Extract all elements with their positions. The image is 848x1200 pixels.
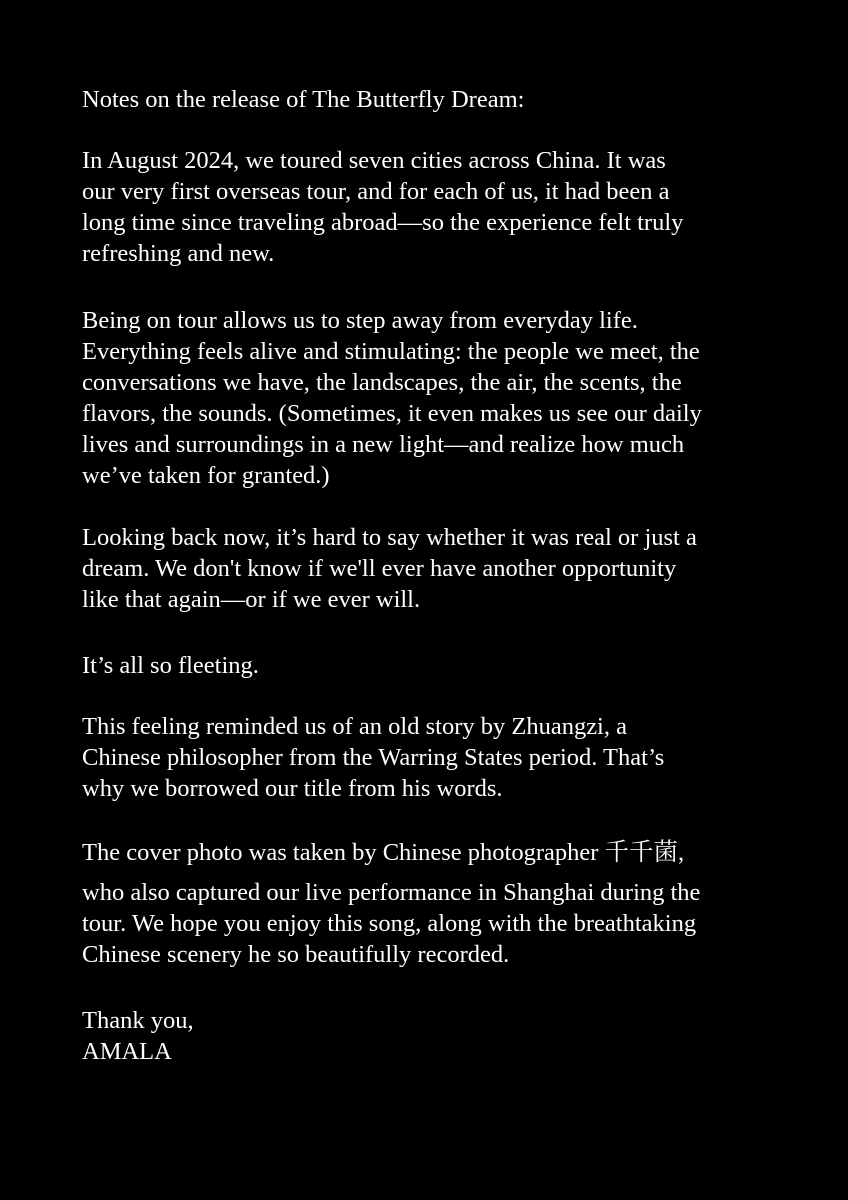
paragraph-3-line-1: Looking back now, it’s hard to say whether it was real or just a [82,524,697,551]
paragraph-2-line-4: flavors, the sounds. (Sometimes, it even makes us see our daily [82,400,702,427]
paragraph-1-line-4: refreshing and new. [82,240,275,267]
paragraph-6-line-3: tour. We hope you enjoy this song, along with the breathtaking [82,910,697,937]
paragraph-1-line-3: long time since traveling abroad—so the experience felt truly [82,209,684,236]
paragraph-3-line-2: dream. We don't know if we'll ever have another opportunity [82,555,677,582]
paragraph-3-line-3: like that again—or if we ever will. [82,586,421,613]
signature: AMALA [82,1038,172,1065]
paragraph-2-line-6: we’ve taken for granted.) [82,462,330,489]
paragraph-2-line-5: lives and surroundings in a new light—and realize how much [82,431,685,458]
paragraph-2-line-2: Everything feels alive and stimulating: the people we meet, the [82,338,700,365]
paragraph-5-line-2: Chinese philosopher from the Warring States period. That’s [82,744,665,771]
paragraph-2-line-1: Being on tour allows us to step away from everyday life. [82,307,638,334]
paragraph-1-line-1: In August 2024, we toured seven cities across China. It was [82,147,666,174]
paragraph-2-line-3: conversations we have, the landscapes, the air, the scents, the [82,369,682,396]
paragraph-6-line-2: who also captured our live performance in Shanghai during the [82,879,701,906]
paragraph-6-line-1: The cover photo was taken by Chinese photographer 千千菌, [82,839,685,866]
paragraph-5-line-3: why we borrowed our title from his words. [82,775,503,802]
paragraph-4-line-1: It’s all so fleeting. [82,652,259,679]
heading: Notes on the release of The Butterfly Dream: [82,86,525,113]
paragraph-6-line-4: Chinese scenery he so beautifully recorded. [82,941,510,968]
closing: Thank you, [82,1007,194,1034]
paragraph-5-line-1: This feeling reminded us of an old story by Zhuangzi, a [82,713,627,740]
paragraph-1-line-2: our very first overseas tour, and for each of us, it had been a [82,178,670,205]
